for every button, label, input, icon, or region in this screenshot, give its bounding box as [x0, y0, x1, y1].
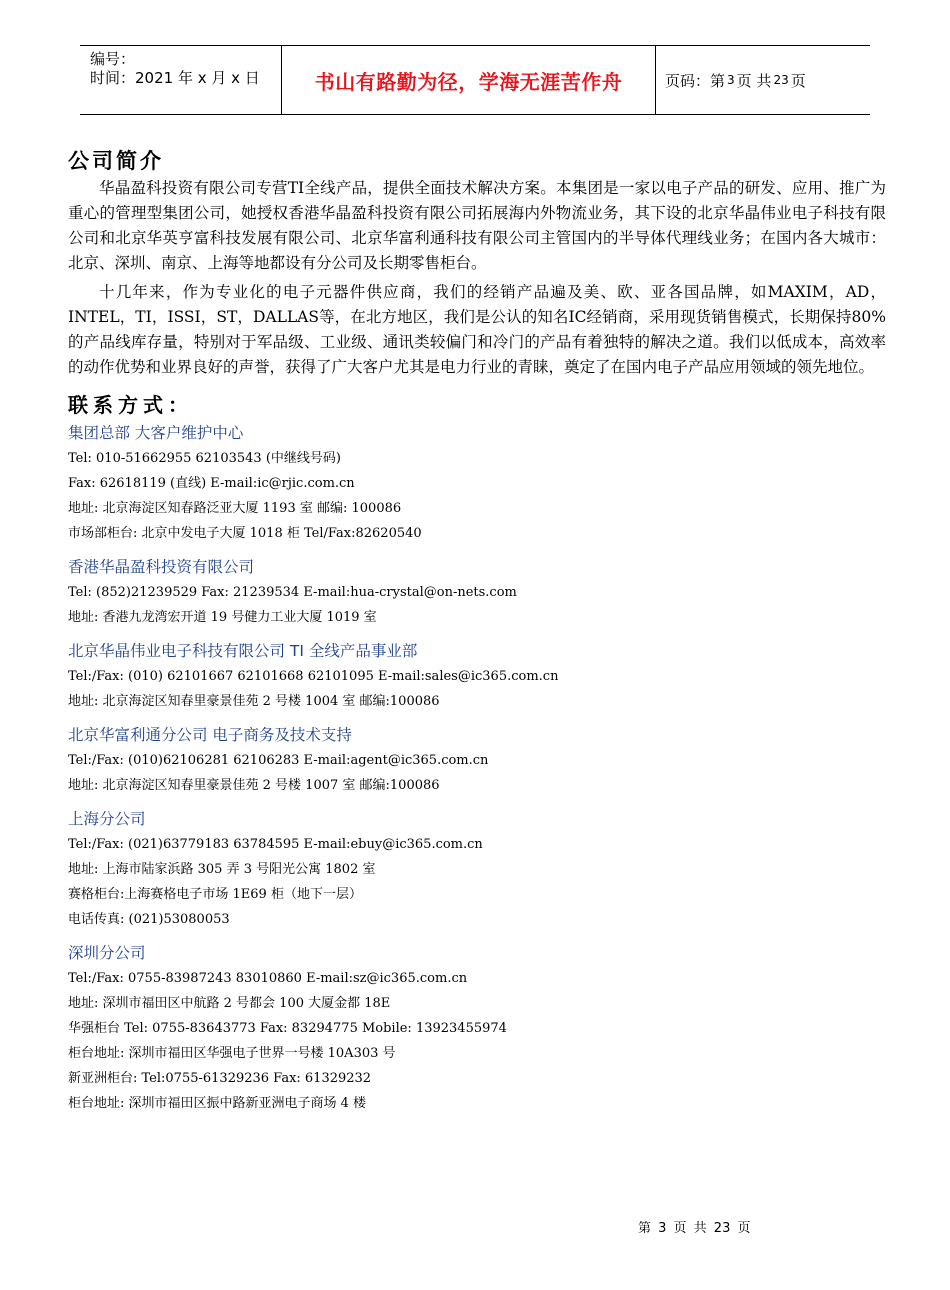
header-date: 时间：2021 年 x 月 x 日 [90, 69, 260, 87]
page-label-prefix: 页码：第 [665, 71, 726, 90]
header-motto: 书山有路勤为径，学海无涯苦作舟 [314, 69, 623, 94]
org-line: 地址: 北京海淀区知春里豪景佳苑 2 号楼 1007 室 邮编:100086 [68, 778, 440, 793]
org-block [68, 420, 886, 546]
page-label-suffix: 页 [790, 71, 806, 90]
org-line: 地址: 北京海淀区知春路泛亚大厦 1193 室 邮编: 100086 [68, 501, 402, 516]
page-footer: 第 3 页 共 23 页 [638, 1221, 751, 1236]
intro-paragraph-1: 华晶盈科投资有限公司专营TI全线产品，提供全面技术解决方案。本集团是一家以电子产品的研发、应用、推广为重心的管理型集团公司，她授权香港华晶盈科投资有限公司拓展海内外物流业务，其下设的北京华晶伟业电子科技有限公司和北京华英亨富科技发展有限公司、北京华富利通科技有限公司主管国内的半导体代理线业务；在国内各大城市：北京、深圳、南京、上海等地都设有分公司及长期零售柜台。 [68, 179, 886, 272]
main-content [68, 146, 886, 1116]
org-line: 柜台地址: 深圳市福田区振中路新亚洲电子商场 4 楼 [68, 1096, 367, 1111]
org-line: Tel:/Fax: (021)63779183 63784595 E-mail:ebuy@ic365.com.cn [68, 837, 483, 852]
header-meta [80, 46, 280, 114]
org-line: Fax: 62618119 (直线) E-mail:ic@rjic.com.cn [68, 476, 355, 491]
header-number-label: 编号： [90, 50, 136, 68]
intro-paragraph-2: 十几年来，作为专业化的电子元器件供应商，我们的经销产品遍及美、欧、亚各国品牌，如MAXIM，AD，INTEL，TI，ISSI，ST，DALLAS等，在北方地区，我们是公认的知名IC经销商，采用现货销售模式，长期保持80%的产品线库存量，特别对于军品级、工业级、通讯类较偏门和冷门的产品有着独特的解决之道。我们以低成本，高效率的动作优势和业界良好的声誉，获得了广大客户尤其是电力行业的青睐，奠定了在国内电子产品应用领域的领先地位。 [68, 283, 886, 376]
org-line: 地址: 上海市陆家浜路 305 弄 3 号阳光公寓 1802 室 [68, 862, 376, 877]
org-line: 华强柜台 Tel: 0755-83643773 Fax: 83294775 Mobile: 13923455974 [68, 1021, 507, 1036]
org-line: 地址: 香港九龙湾宏开道 19 号健力工业大厦 1019 室 [68, 610, 377, 625]
org-line: 地址: 深圳市福田区中航路 2 号都会 100 大厦金都 18E [68, 996, 391, 1011]
org-block [68, 638, 886, 714]
org-line: 柜台地址: 深圳市福田区华强电子世界一号楼 10A303 号 [68, 1046, 396, 1061]
org-line: 电话传真: (021)53080053 [68, 912, 230, 927]
org-line: Tel:/Fax: (010) 62101667 62101668 62101095 E-mail:sales@ic365.com.cn [68, 669, 559, 684]
org-line: 新亚洲柜台: Tel:0755-61329236 Fax: 61329232 [68, 1071, 372, 1086]
contact-title: 联系方式： [68, 393, 193, 417]
org-name: 集团总部 大客户维护中心 [68, 424, 244, 442]
page-total: 23 [773, 73, 789, 87]
org-line: Tel:/Fax: (010)62106281 62106283 E-mail:agent@ic365.com.cn [68, 753, 489, 768]
org-block [68, 940, 886, 1116]
contact-list [68, 420, 886, 1116]
org-line: Tel: 010-51662955 62103543 (中继线号码) [68, 451, 341, 466]
org-block [68, 554, 886, 630]
org-line: 赛格柜台:上海赛格电子市场 1E69 柜（地下一层） [68, 887, 362, 902]
org-line: Tel: (852)21239529 Fax: 21239534 E-mail:hua-crystal@on-nets.com [68, 585, 517, 600]
org-block [68, 806, 886, 932]
org-line: 市场部柜台: 北京中发电子大厦 1018 柜 Tel/Fax:82620540 [68, 526, 422, 541]
org-name: 北京华富利通分公司 电子商务及技术支持 [68, 726, 352, 744]
org-block [68, 722, 886, 798]
org-name: 上海分公司 [68, 810, 146, 828]
header-page-info [655, 46, 870, 114]
org-name: 深圳分公司 [68, 944, 146, 962]
org-line: 地址: 北京海淀区知春里豪景佳苑 2 号楼 1004 室 邮编:100086 [68, 694, 440, 709]
org-name: 北京华晶伟业电子科技有限公司 TI 全线产品事业部 [68, 642, 418, 660]
org-name: 香港华晶盈科投资有限公司 [68, 558, 255, 576]
document-header [80, 45, 870, 115]
header-motto-cell [281, 46, 656, 114]
intro-title: 公司简介 [68, 149, 164, 173]
org-line: Tel:/Fax: 0755-83987243 83010860 E-mail:sz@ic365.com.cn [68, 971, 468, 986]
page-current: 3 [727, 73, 735, 87]
page-label-mid: 页 共 [736, 71, 772, 90]
